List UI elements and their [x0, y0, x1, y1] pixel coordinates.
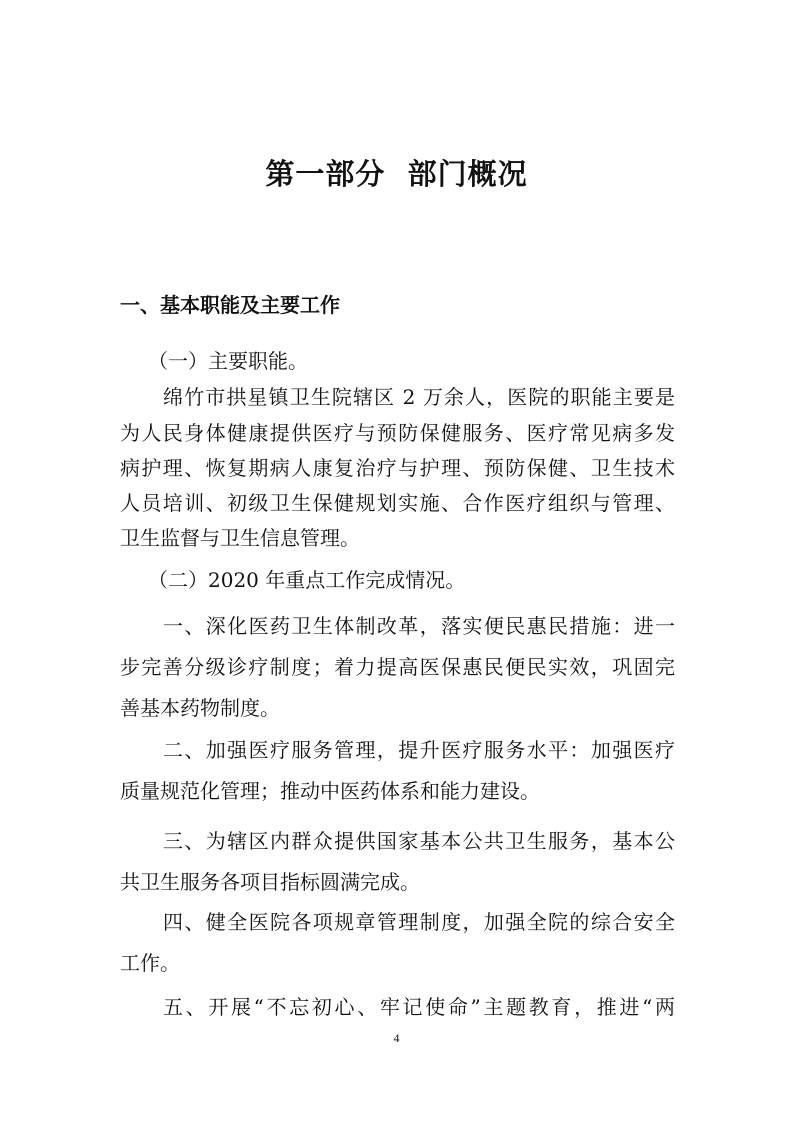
paragraph-line: 工作。: [120, 951, 180, 975]
paragraph-line: 二、加强医疗服务管理，提升医疗服务水平：加强医疗: [163, 738, 675, 762]
paragraph-line: 善基本药物制度。: [120, 696, 280, 720]
section-heading: 一、基本职能及主要工作: [120, 293, 340, 317]
paragraph-line: 三、为辖区内群众提供国家基本公共卫生服务，基本公: [163, 829, 675, 853]
paragraph-line: 四、健全医院各项规章管理制度，加强全院的综合安全: [163, 910, 675, 934]
paragraph-line: 一、深化医药卫生体制改革，落实便民惠民措施：进一: [163, 614, 675, 638]
paragraph-line: 为人民身体健康提供医疗与预防保健服务、医疗常见病多发: [120, 421, 675, 445]
page-number: 4: [393, 1031, 400, 1045]
paragraph-line: 五、开展“不忘初心、牢记使命”主题教育，推进“两: [163, 995, 675, 1019]
subheading-main-functions: （一）主要职能。: [148, 349, 308, 373]
paragraph-line: 病护理、恢复期病人康复治疗与护理、预防保健、卫生技术: [120, 456, 675, 480]
page-title: 第一部分 部门概况: [265, 157, 528, 191]
paragraph-line: 步完善分级诊疗制度；着力提高医保惠民便民实效，巩固完: [120, 655, 675, 679]
paragraph-line: 质量规范化管理；推动中医药体系和能力建设。: [120, 779, 540, 803]
subheading-key-work-2020: （二）2020 年重点工作完成情况。: [148, 568, 466, 592]
paragraph-line: 共卫生服务各项目指标圆满完成。: [120, 870, 420, 894]
paragraph-line: 卫生监督与卫生信息管理。: [120, 526, 360, 550]
paragraph-line: 人员培训、初级卫生保健规划实施、合作医疗组织与管理、: [120, 491, 675, 515]
paragraph-line: 绵竹市拱星镇卫生院辖区 2 万余人，医院的职能主要是: [163, 385, 675, 409]
